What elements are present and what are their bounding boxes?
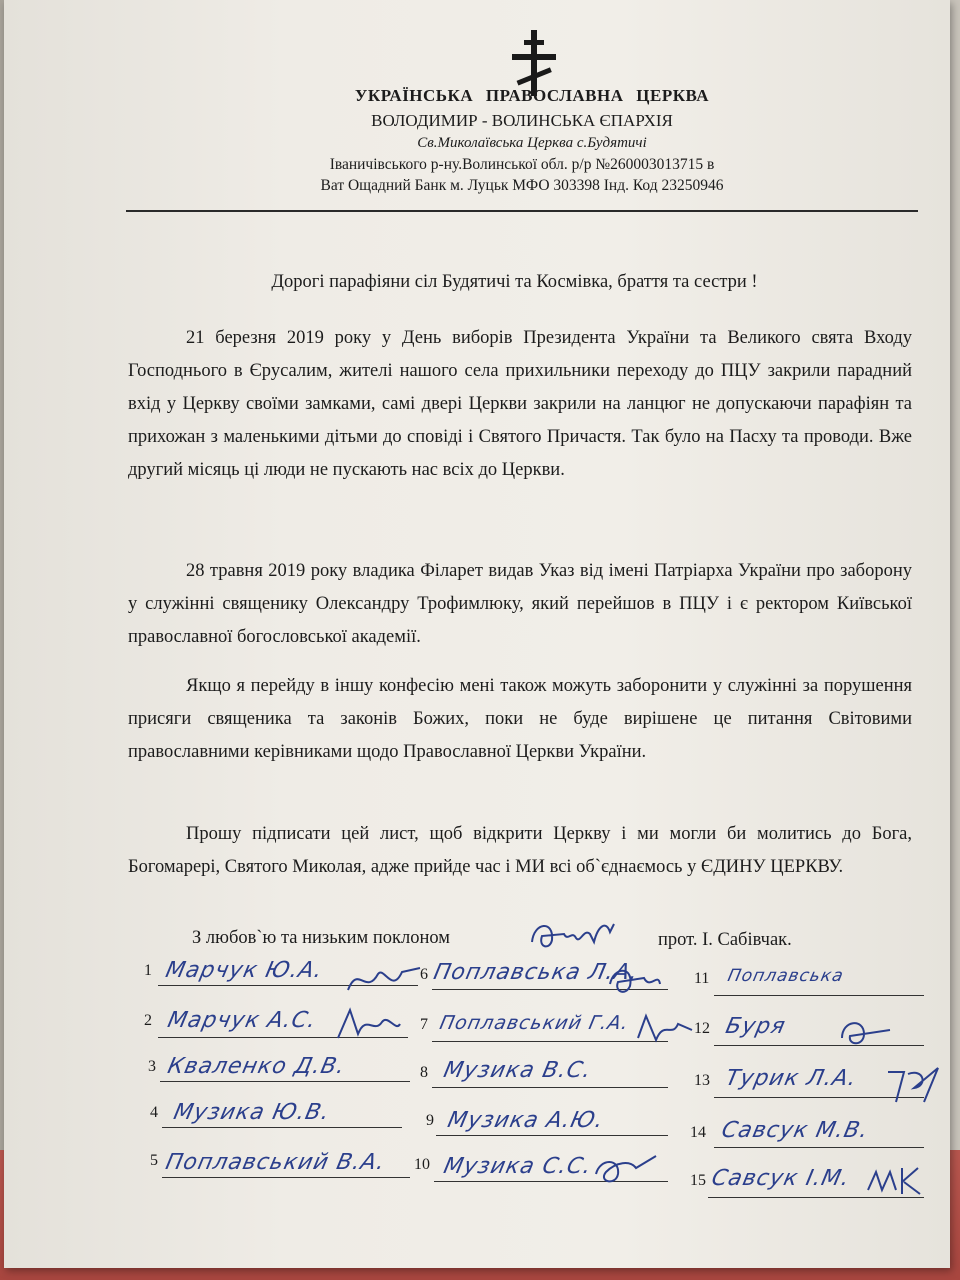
header-parish: Св.Миколаївська Церква с.Будятичі [417, 135, 647, 151]
signature-2: Марчук А.С. [165, 1008, 319, 1033]
sig-num-12: 12 [694, 1020, 710, 1037]
letter-page [4, 0, 950, 1268]
paragraph-4: Прошу підписати цей лист, щоб відкрити Церкву і ми могли би молитись до Бога, Богомарері, Святого Миколая, адже прийде час і МИ всі об`єднаємось у ЄДИНУ ЦЕРКВУ. [128, 824, 912, 877]
header-eparchy: ВОЛОДИМИР - ВОЛИНСЬКА ЄПАРХІЯ [371, 111, 673, 130]
sig-num-13: 13 [694, 1072, 710, 1089]
signature-7: Поплавський Г.А. [437, 1012, 632, 1034]
signature-15: Савсук І.М. [709, 1166, 853, 1191]
signature-11: Поплавська [725, 966, 846, 986]
signature-13: Турик Л.А. [723, 1066, 860, 1091]
signature-6: Поплавська Л.А. [431, 960, 641, 985]
sig-num-1: 1 [144, 962, 152, 979]
greeting: Дорогі парафіяни сіл Будятичі та Космівка, браття та сестри ! [271, 272, 758, 292]
signature-8: Музика В.С. [441, 1058, 594, 1083]
paragraph-1: 21 березня 2019 року у День виборів Президента України та Великого свята Входу Господнього в Єрусалим, жителі нашого села прихильники переходу до ПЦУ закрили парадний вхід у Церкву своїми замками, самі двері Церкви закрили на ланцюг не допускаючи парафіян та прихожан з маленькими дітьми до сповіді і Святого Причастя. Так було на Пасху та проводи. Вже другий місяць ці люди не пускають нас всіх до Церкви. [128, 328, 912, 480]
scribble-mark-7 [864, 1160, 924, 1200]
sig-line-8 [432, 1086, 668, 1088]
sig-num-8: 8 [420, 1064, 428, 1081]
signature-5: Поплавський В.А. [163, 1150, 388, 1175]
closing-line: З любов`ю та низьким поклоном [192, 928, 450, 948]
sig-num-9: 9 [426, 1112, 434, 1129]
priest-signature-drawing [524, 912, 624, 962]
sig-line-5 [162, 1176, 410, 1178]
header-divider [126, 210, 918, 212]
scribble-mark-1 [344, 960, 424, 1000]
paragraph-2: 28 травня 2019 року владика Філарет видав Указ від імені Патріарха України про заборону у служінні священику Олександру Трофимлюку, який перейшов в ПЦУ і є ректором Київської православної богословської академії. [128, 561, 912, 647]
sig-num-15: 15 [690, 1172, 706, 1189]
header-bank: Ват Ощадний Банк м. Луцьк МФО 303398 Інд. Код 23250946 [320, 177, 724, 194]
scribble-mark-8 [590, 1150, 660, 1190]
scribble-mark-2 [334, 1004, 404, 1044]
sig-num-4: 4 [150, 1104, 158, 1121]
sig-line-3 [160, 1080, 410, 1082]
sig-num-10: 10 [414, 1156, 430, 1173]
sig-num-11: 11 [694, 970, 710, 987]
paragraph-3: Якщо я перейду в іншу конфесію мені також можуть заборонити у служінні за порушення присяги священика та законів Божих, поки не буде вирішене це питання Світовими православними керівниками щодо Православної Церкви України. [128, 676, 912, 762]
scribble-mark-5 [834, 1012, 894, 1052]
sig-num-14: 14 [690, 1124, 706, 1141]
signature-3: Кваленко Д.В. [165, 1054, 348, 1079]
sig-line-4 [162, 1126, 402, 1128]
header-address: Іваничівського р-ну.Волинської обл. р/р №260003013715 в [329, 156, 715, 173]
signature-4: Музика Ю.В. [171, 1100, 333, 1125]
scribble-mark-4 [634, 1008, 694, 1048]
sig-num-3: 3 [148, 1058, 156, 1075]
sig-num-7: 7 [420, 1016, 428, 1033]
scribble-mark-6 [884, 1062, 944, 1106]
signature-14: Савсук М.В. [719, 1118, 871, 1143]
priest-name: прот. І. Сабівчак. [658, 930, 792, 950]
header-church: УКРАЇНСЬКА ПРАВОСЛАВНА ЦЕРКВА [354, 86, 710, 105]
signature-12: Буря [723, 1014, 788, 1039]
signature-1: Марчук Ю.А. [163, 958, 326, 983]
signature-9: Музика А.Ю. [445, 1108, 607, 1133]
sig-line-7 [432, 1040, 668, 1042]
sig-num-2: 2 [144, 1012, 152, 1029]
scribble-mark-3 [604, 960, 664, 1000]
sig-line-11 [714, 994, 924, 996]
sig-line-9 [436, 1134, 668, 1136]
sig-num-5: 5 [150, 1152, 158, 1169]
signature-10: Музика С.С. [441, 1154, 595, 1179]
sig-num-6: 6 [420, 966, 428, 983]
sig-line-14 [714, 1146, 924, 1148]
